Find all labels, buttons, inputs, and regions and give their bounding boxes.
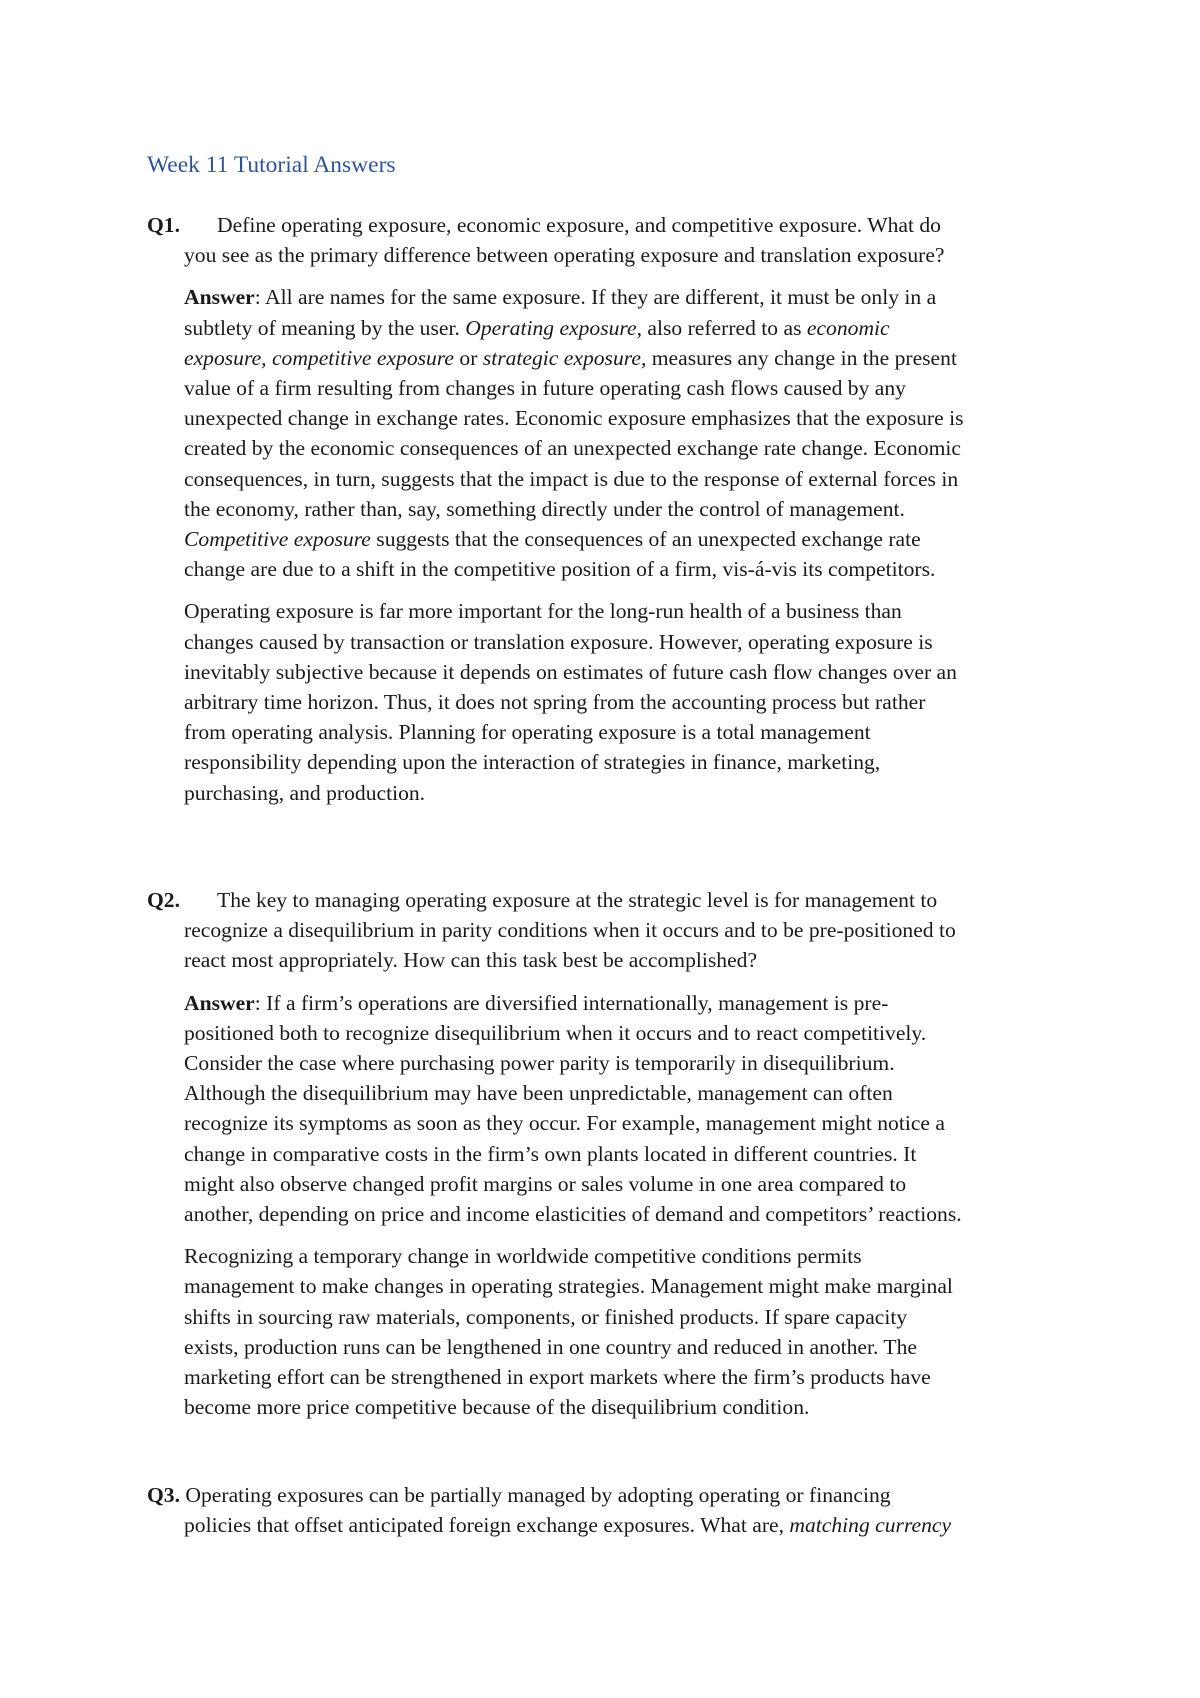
answer-line: arbitrary time horizon. Thus, it does not spring from the accounting process but rather — [184, 690, 926, 715]
answer-line: value of a firm resulting from changes in future operating cash flows caused by any — [184, 376, 906, 401]
answer-line: created by the economic consequences of an unexpected exchange rate change. Economic — [184, 436, 961, 461]
question-2-line: recognize a disequilibrium in parity conditions when it occurs and to be pre-positioned to — [184, 918, 956, 943]
answer-line: become more price competitive because of the disequilibrium condition. — [184, 1395, 810, 1420]
answer-label: Answer — [184, 285, 255, 310]
answer-line: management to make changes in operating strategies. Management might make marginal — [184, 1274, 953, 1299]
question-number: Q3. — [147, 1483, 180, 1507]
answer-line: unexpected change in exchange rates. Economic exposure emphasizes that the exposure is — [184, 406, 964, 431]
answer-line: Recognizing a temporary change in worldwide competitive conditions permits — [184, 1244, 862, 1269]
answer-line: Although the disequilibrium may have been unpredictable, management can often — [184, 1081, 893, 1106]
answer-line: positioned both to recognize disequilibrium when it occurs and to react competitively. — [184, 1020, 927, 1045]
answer-line: exists, production runs can be lengthened in one country and reduced in another. The — [184, 1334, 917, 1359]
question-number: Q2. — [147, 888, 180, 912]
answer-line: Answer: If a firm’s operations are diversified internationally, management is pre- — [184, 990, 889, 1015]
question-2-block — [147, 885, 1087, 1422]
answer-line: inevitably subjective because it depends on estimates of future cash flow changes over an — [184, 659, 957, 684]
answer-label: Answer — [184, 990, 255, 1015]
question-number: Q1. — [147, 213, 180, 237]
answer-line: Answer: All are names for the same exposure. If they are different, it must be only in a — [184, 285, 937, 310]
document-title: Week 11 Tutorial Answers — [147, 152, 396, 178]
question-1-line: Q1. Define operating exposure, economic exposure, and competitive exposure. What do — [147, 213, 941, 237]
answer-line: responsibility depending upon the interaction of strategies in finance, marketing, — [184, 750, 881, 775]
question-1-block — [147, 210, 1087, 808]
question-2-line: Q2. The key to managing operating exposure at the strategic level is for management to — [147, 888, 938, 912]
question-3-block — [147, 1480, 1087, 1540]
question-1-line: you see as the primary difference between operating exposure and translation exposure? — [184, 243, 945, 268]
answer-line: might also observe changed profit margins or sales volume in one area compared to — [184, 1171, 907, 1196]
answer-line: consequences, in turn, suggests that the impact is due to the response of external forces in — [184, 466, 959, 491]
answer-line: Competitive exposure suggests that the consequences of an unexpected exchange rate — [184, 527, 921, 552]
answer-line: subtlety of meaning by the user. Operating exposure, also referred to as economic — [184, 315, 890, 340]
answer-line: the economy, rather than, say, something directly under the control of management. — [184, 496, 905, 521]
answer-line: another, depending on price and income elasticities of demand and competitors’ reactions. — [184, 1202, 962, 1227]
answer-line: recognize its symptoms as soon as they occur. For example, management might notice a — [184, 1111, 945, 1136]
answer-line: change are due to a shift in the competitive position of a firm, vis-á-vis its competitors. — [184, 557, 936, 582]
question-2-line: react most appropriately. How can this task best be accomplished? — [184, 948, 758, 973]
answer-line: purchasing, and production. — [184, 780, 426, 805]
answer-line: change in comparative costs in the firm’s own plants located in different countries. It — [184, 1141, 917, 1166]
question-3-line: policies that offset anticipated foreign exchange exposures. What are, matching currency — [184, 1513, 952, 1538]
answer-line: Consider the case where purchasing power parity is temporarily in disequilibrium. — [184, 1051, 895, 1076]
answer-line: shifts in sourcing raw materials, components, or finished products. If spare capacity — [184, 1304, 908, 1329]
answer-line: changes caused by transaction or translation exposure. However, operating exposure is — [184, 629, 933, 654]
answer-line: exposure, competitive exposure or strategic exposure, measures any change in the present — [184, 345, 957, 370]
answer-line: from operating analysis. Planning for operating exposure is a total management — [184, 720, 871, 745]
answer-line: marketing effort can be strengthened in export markets where the firm’s products have — [184, 1365, 931, 1390]
question-3-line: Q3. Operating exposures can be partially managed by adopting operating or financing — [147, 1483, 891, 1507]
answer-line: Operating exposure is far more important for the long-run health of a business than — [184, 599, 902, 624]
